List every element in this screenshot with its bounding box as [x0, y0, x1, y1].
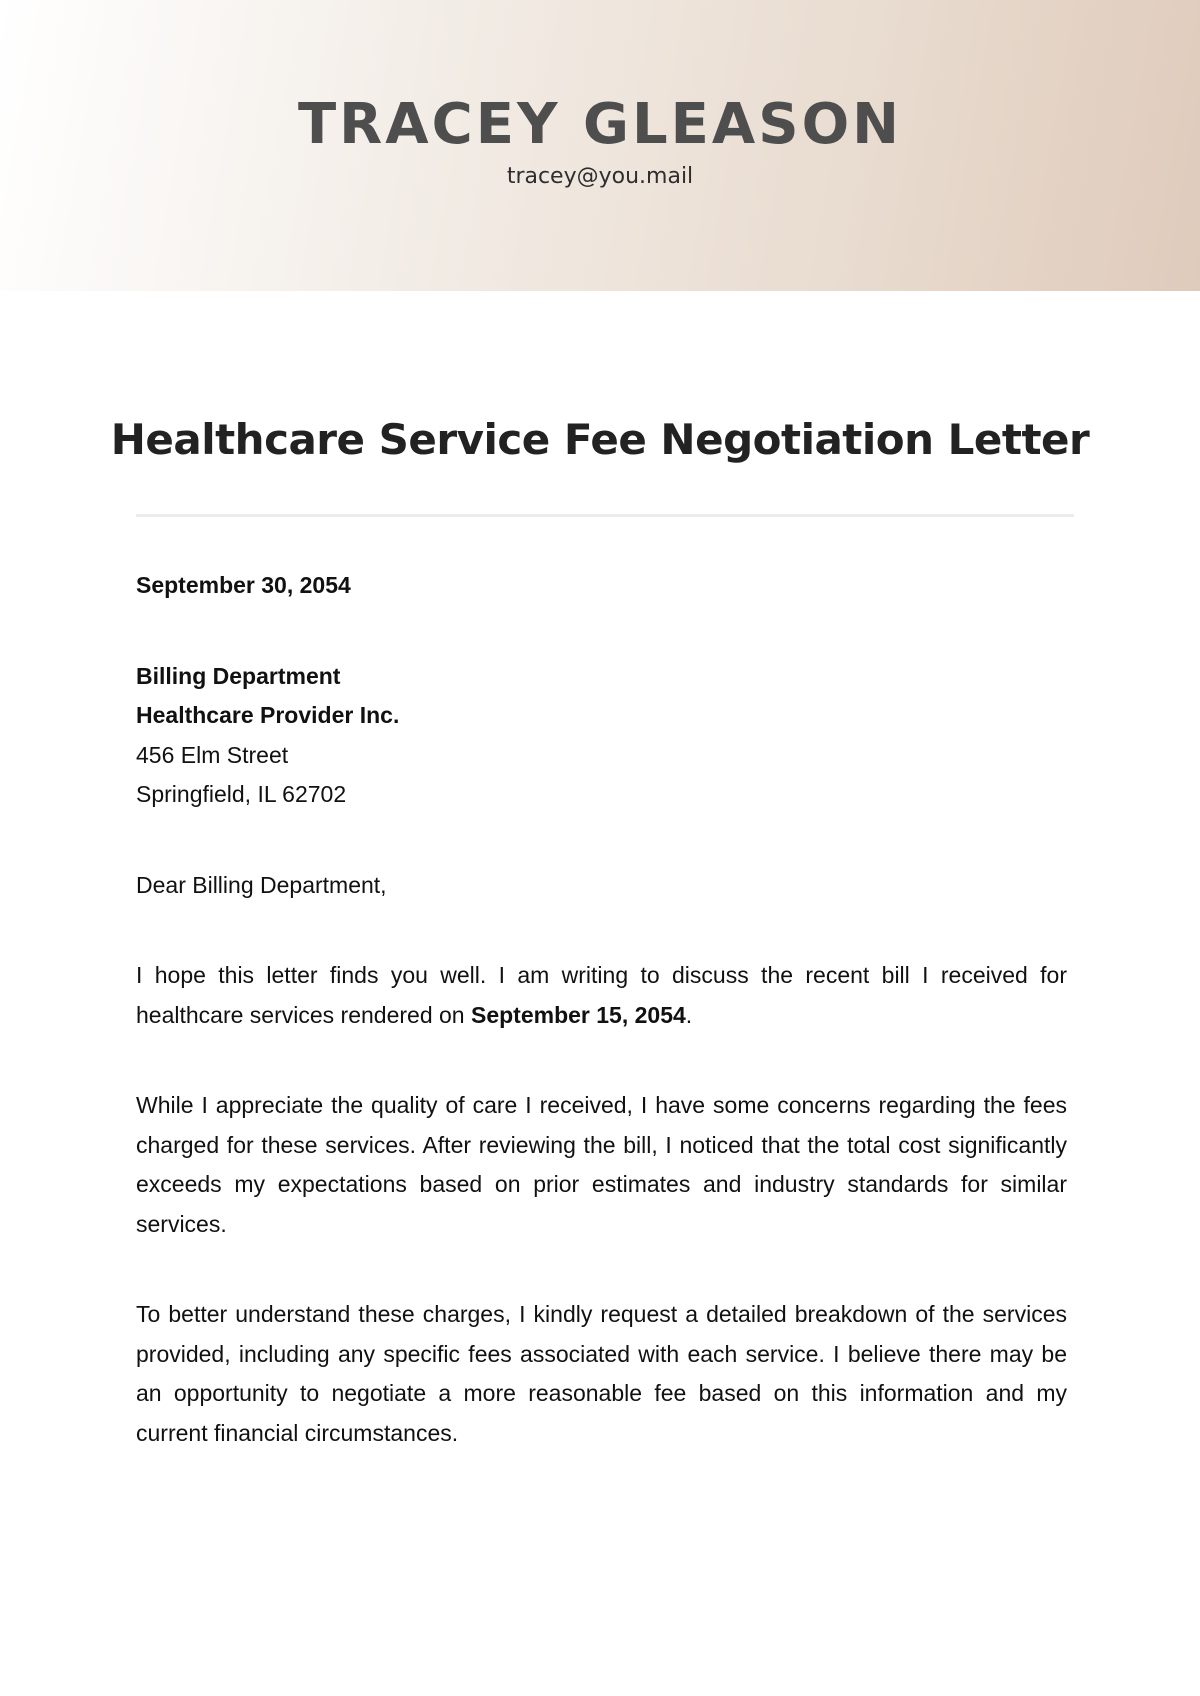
recipient-city: Springfield, IL 62702 — [136, 781, 347, 807]
paragraph-1-end: . — [685, 1001, 693, 1028]
recipient-address — [136, 657, 1067, 815]
service-date: September 15, 2054 — [470, 1001, 686, 1028]
paragraph-2: While I appreciate the quality of care I received, I have some concerns regarding the fees charged for these services. After reviewing the bill, I noticed that the total cost significantly exceeds my expectations based on prior estimates and industry standards for similar services. — [136, 1092, 1067, 1237]
salutation: Dear Billing Department, — [136, 871, 387, 898]
letter-body — [136, 566, 1067, 1504]
paragraph-1 — [136, 956, 1067, 1035]
paragraph-3: To better understand these charges, I kindly request a detailed breakdown of the services provided, including any specific fees associated with each service. I believe there may be an opportunity to negotiate a more reasonable fee based on this information and my current financial circumstances. — [136, 1301, 1067, 1446]
title-divider — [136, 514, 1074, 517]
recipient-department: Billing Department — [136, 662, 341, 689]
letterhead-banner — [0, 0, 1200, 291]
letter-date: September 30, 2054 — [136, 572, 351, 598]
recipient-company: Healthcare Provider Inc. — [136, 702, 400, 728]
letter-title: Healthcare Service Fee Negotiation Letter — [110, 415, 1090, 464]
recipient-street: 456 Elm Street — [136, 741, 289, 768]
sender-name: TRACEY GLEASON — [297, 92, 903, 157]
paragraph-1-text: I hope this letter finds you well. I am writing to discuss the recent bill I received for healthcare services rendered on — [136, 962, 1067, 1028]
sender-email: tracey@you.mail — [506, 164, 694, 189]
